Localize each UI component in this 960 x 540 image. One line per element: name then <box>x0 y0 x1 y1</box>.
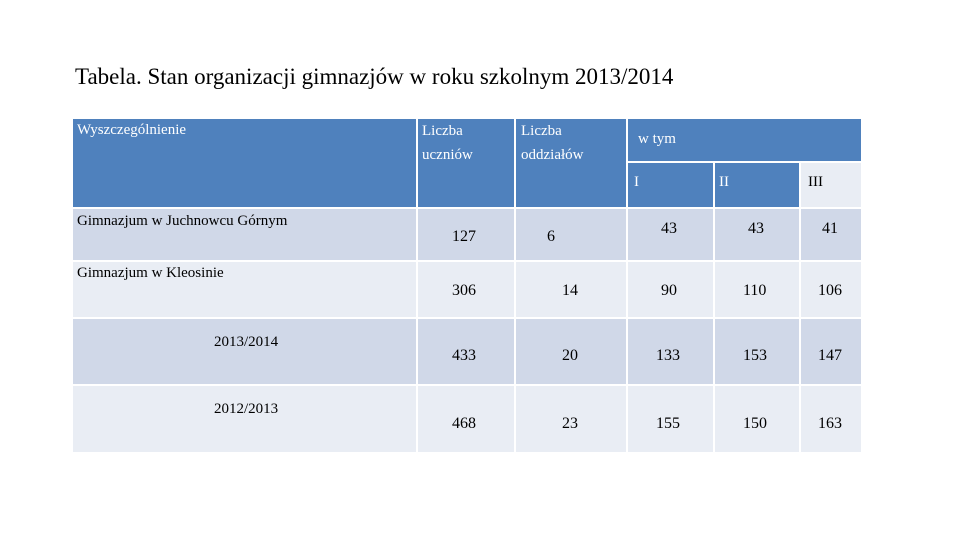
value: 155 <box>656 415 680 432</box>
header-w-tym-label: w tym <box>638 131 676 147</box>
value: 14 <box>562 282 578 299</box>
cell-grade-1 <box>628 262 713 317</box>
cell-grade-1 <box>628 386 713 452</box>
cell-grade-2 <box>715 319 799 384</box>
table-row-juchnowiec <box>73 209 416 260</box>
value: 433 <box>452 347 476 364</box>
table-title: Tabela. Stan organizacji gimnazjów w roku szkolnym 2013/2014 <box>75 64 674 89</box>
row-label: 2012/2013 <box>214 401 279 417</box>
cell-grade-3 <box>801 319 861 384</box>
header-w-tym <box>628 119 861 161</box>
header-liczba-oddzialow-line2: oddziałów <box>521 147 584 163</box>
table-row-kleosin <box>73 262 416 317</box>
header-liczba-uczniow-line1: Liczba <box>422 123 463 139</box>
header-liczba-oddzialow-line1: Liczba <box>521 123 562 139</box>
cell-grade-3 <box>801 262 861 317</box>
value: 106 <box>818 282 842 299</box>
cell-students <box>418 262 514 317</box>
value: 41 <box>822 220 838 237</box>
cell-grade-3 <box>801 209 861 260</box>
value: 163 <box>818 415 842 432</box>
value: 147 <box>818 347 842 364</box>
cell-classes <box>516 319 626 384</box>
value: 20 <box>562 347 578 364</box>
cell-grade-2 <box>715 209 799 260</box>
header-grade-1-label: I <box>634 174 639 190</box>
cell-grade-2 <box>715 386 799 452</box>
value: 127 <box>452 228 476 245</box>
value: 306 <box>452 282 476 299</box>
header-grade-3 <box>801 163 861 207</box>
cell-students <box>418 386 514 452</box>
cell-grade-2 <box>715 262 799 317</box>
cell-grade-1 <box>628 209 713 260</box>
header-liczba-oddzialow <box>516 119 626 207</box>
value: 110 <box>743 282 767 299</box>
value: 23 <box>562 415 578 432</box>
header-grade-2-label: II <box>719 174 729 190</box>
cell-grade-3 <box>801 386 861 452</box>
value: 43 <box>748 220 764 237</box>
value: 6 <box>547 228 555 245</box>
header-liczba-uczniow <box>418 119 514 207</box>
table-row-2013-2014 <box>73 319 416 384</box>
cell-students <box>418 319 514 384</box>
header-grade-1 <box>628 163 713 207</box>
value: 43 <box>661 220 677 237</box>
header-wyszczegolnienie <box>73 119 416 207</box>
value: 468 <box>452 415 476 432</box>
value: 133 <box>656 347 680 364</box>
header-grade-3-label: III <box>808 174 823 190</box>
value: 150 <box>743 415 767 432</box>
header-liczba-uczniow-line2: uczniów <box>422 147 473 163</box>
cell-classes <box>516 209 626 260</box>
value: 90 <box>661 282 677 299</box>
value: 153 <box>743 347 767 364</box>
row-label: Gimnazjum w Juchnowcu Górnym <box>77 213 288 229</box>
header-grade-2 <box>715 163 799 207</box>
header-wyszczegolnienie-label: Wyszczególnienie <box>77 122 187 138</box>
row-label: 2013/2014 <box>214 334 279 350</box>
table-row-2012-2013 <box>73 386 416 452</box>
cell-grade-1 <box>628 319 713 384</box>
cell-classes <box>516 262 626 317</box>
cell-students <box>418 209 514 260</box>
cell-classes <box>516 386 626 452</box>
row-label: Gimnazjum w Kleosinie <box>77 265 224 281</box>
